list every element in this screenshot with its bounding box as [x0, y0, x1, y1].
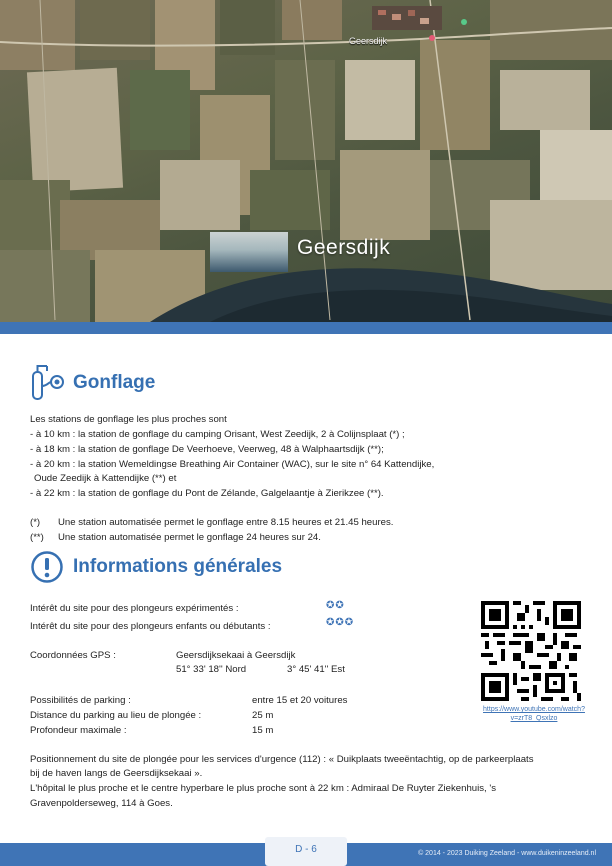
hospital-text: L'hôpital le plus proche et le centre hyperbare le plus proche sont à 22 km : Admiraal De Ruyter Ziekenhuis, 's	[30, 783, 497, 794]
aerial-photo	[0, 0, 612, 322]
aerial-fields	[0, 0, 612, 322]
gps-north: 51° 33' 18'' Nord	[176, 664, 247, 675]
parking-value: entre 15 et 20 voitures	[252, 695, 348, 706]
interest-beginners-label: Intérêt du site pour des plongeurs enfants ou débutants :	[30, 621, 271, 632]
section-heading-informations: Informations générales	[73, 556, 283, 577]
qr-code[interactable]	[481, 601, 581, 701]
map-village-label: Geersdijk	[349, 36, 388, 46]
emergency-text: bij de haven langs de Geersdijksekaai ».	[30, 768, 203, 779]
section-heading-gonflage: Gonflage	[73, 372, 156, 393]
gonflage-item: - à 20 km : la station Wemeldingse Breathing Air Container (WAC), sur le site n° 64 Kattendijke,	[30, 459, 435, 470]
hospital-text: Gravenpolderseweg, 114 à Goes.	[30, 798, 173, 809]
distance-label: Distance du parking au lieu de plongée :	[30, 710, 202, 721]
scuba-tank-icon	[27, 362, 69, 402]
parking-label: Possibilités de parking :	[30, 695, 131, 706]
gps-label: Coordonnées GPS :	[30, 650, 116, 661]
youtube-link[interactable]: https://www.youtube.com/watch?v=zrT8_Qsxlzo	[483, 706, 585, 722]
distance-value: 25 m	[252, 710, 274, 721]
interest-beginners-stars: ✪✪✪	[326, 617, 355, 628]
gps-place: Geersdijksekaai à Geersdijk	[176, 650, 296, 661]
footnote-text: Une station automatisée permet le gonflage entre 8.15 heures et 21.45 heures.	[58, 517, 394, 528]
footnote-mark: (*)	[30, 517, 41, 528]
gonflage-item: - à 22 km : la station de gonflage du Pont de Zélande, Galgelaantje à Zierikzee (**).	[30, 488, 384, 499]
interest-experienced-label: Intérêt du site pour des plongeurs expérimentés :	[30, 603, 239, 614]
info-icon	[30, 550, 64, 584]
gonflage-item: Oude Zeedijk à Kattendijke (**) et	[34, 473, 177, 484]
footnote-mark: (**)	[30, 532, 44, 543]
gonflage-item: - à 10 km : la station de gonflage du camping Orisant, West Zeedijk, 2 à Colijnsplaat (*) ;	[30, 429, 405, 440]
gps-east: 3° 45' 41'' Est	[287, 664, 345, 675]
copyright-text: © 2014 - 2023 Duiking Zeeland - www.duikeninzeeland.nl	[418, 850, 596, 857]
gonflage-item: - à 18 km : la station de gonflage De Veerhoeve, Veerweg, 48 à Walphaartsdijk (**);	[30, 444, 384, 455]
depth-label: Profondeur maximale :	[30, 725, 127, 736]
gonflage-intro: Les stations de gonflage les plus proches sont	[30, 414, 227, 425]
interest-experienced-stars: ✪✪	[326, 600, 345, 611]
page-title: Geersdijk	[297, 236, 391, 259]
depth-value: 15 m	[252, 725, 274, 736]
title-thumbnail	[210, 232, 288, 272]
header-stripe	[0, 322, 612, 334]
emergency-text: Positionnement du site de plongée pour les services d'urgence (112) : « Duikplaats tweeëntachtig, op de parkeerplaats	[30, 754, 534, 765]
page-number: D - 6	[265, 837, 347, 866]
footnote-text: Une station automatisée permet le gonflage 24 heures sur 24.	[58, 532, 321, 543]
